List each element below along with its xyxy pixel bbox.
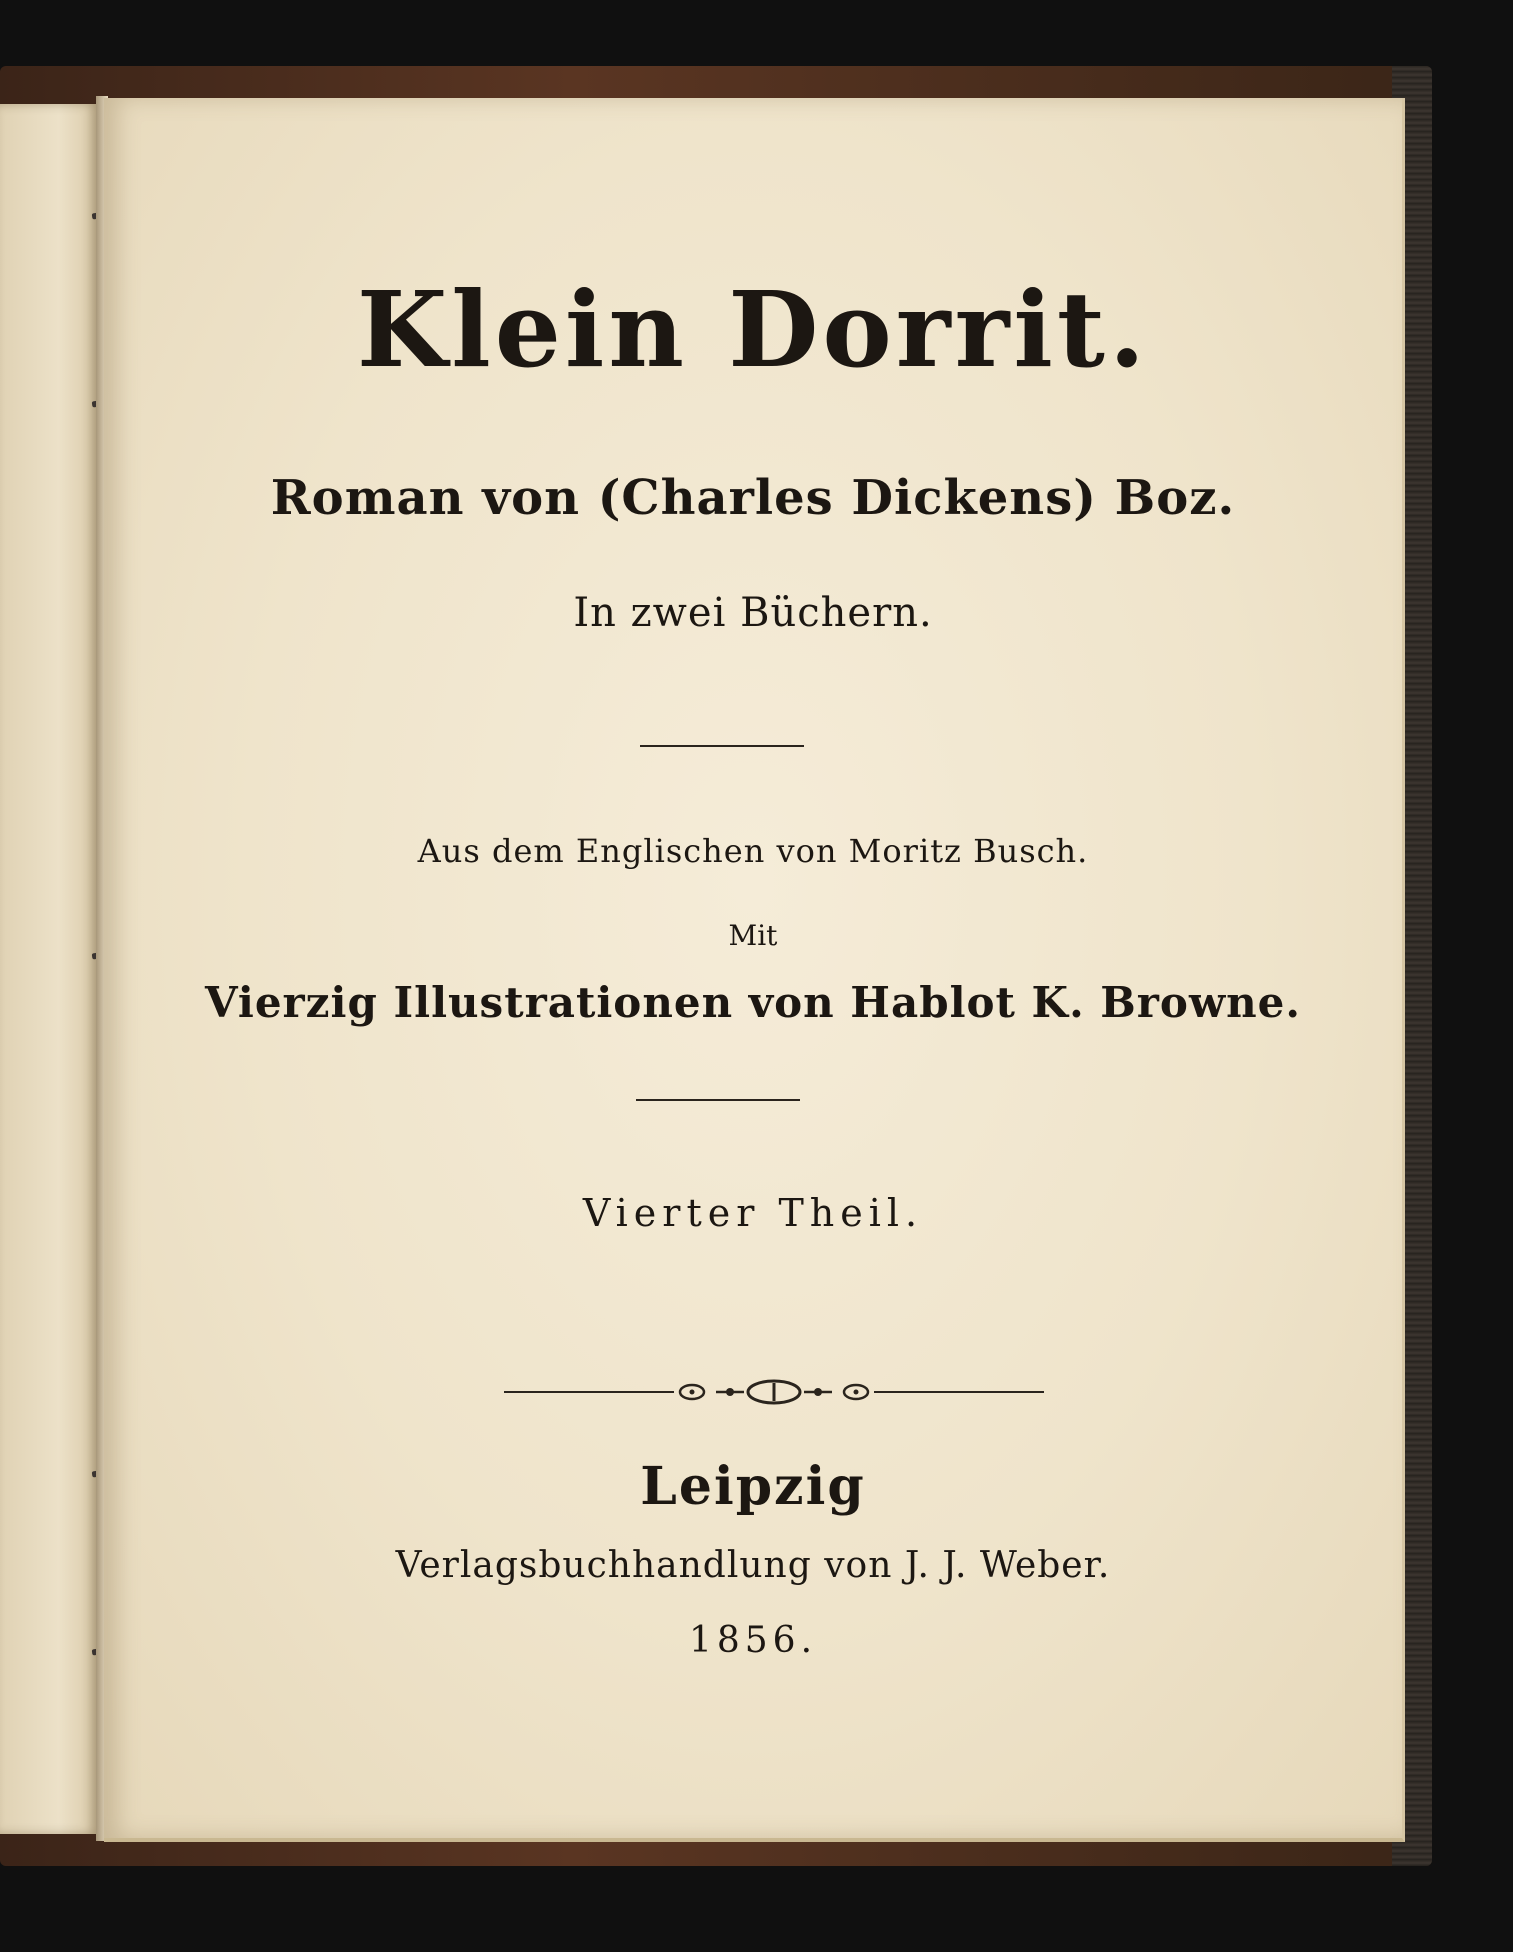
ornament-rule xyxy=(504,1377,1044,1407)
divider-rule xyxy=(636,1099,800,1101)
divider-rule xyxy=(640,745,804,747)
volume-note: In zwei Büchern. xyxy=(573,590,933,636)
left-page-edge xyxy=(0,104,98,1834)
illustrations-line: Vierzig Illustrationen von Hablot K. Browne. xyxy=(205,978,1301,1027)
book-title: Klein Dorrit. xyxy=(356,268,1150,391)
part-line: Vierter Theil. xyxy=(582,1191,924,1235)
publisher-line: Verlagsbuchhandlung von J. J. Weber. xyxy=(395,1545,1111,1586)
with-line: Mit xyxy=(728,919,778,952)
translator-line: Aus dem Englischen von Moritz Busch. xyxy=(417,832,1089,870)
publication-year: 1856. xyxy=(688,1620,818,1661)
publication-place: Leipzig xyxy=(640,1456,866,1517)
book-subtitle: Roman von (Charles Dickens) Boz. xyxy=(270,470,1236,526)
title-page xyxy=(104,98,1405,1842)
